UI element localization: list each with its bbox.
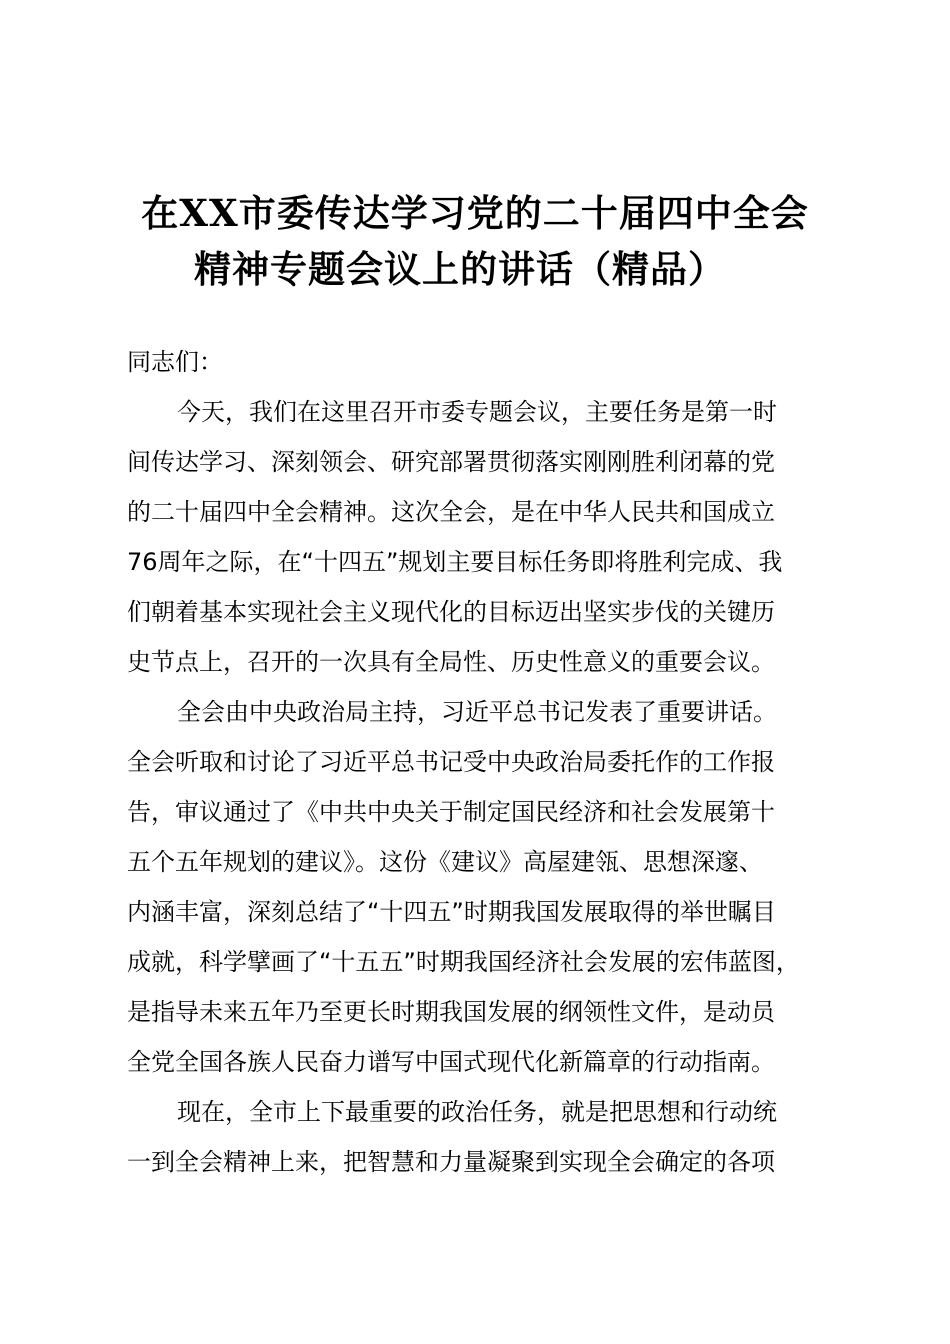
salutation: 同志们： [127,348,223,376]
body-line: 是指导未来五年乃至更长时期我国发展的纲领性文件，是动员 [127,998,775,1026]
body-line: 今天，我们在这里召开市委专题会议，主要任务是第一时 [177,398,777,426]
body-line: 史节点上，召开的一次具有全局性、历史性意义的重要会议。 [127,648,775,676]
body-line: 76周年之际，在“十四五”规划主要目标任务即将胜利完成、我 [127,548,783,576]
document-title-line-2: 精神专题会议上的讲话（精品） [194,247,726,291]
body-line: 全会听取和讨论了习近平总书记受中央政治局委托作的工作报 [127,748,775,776]
body-line: 告，审议通过了《中共中央关于制定国民经济和社会发展第十 [127,798,775,826]
body-line: 成就，科学擘画了“十五五”时期我国经济社会发展的宏伟蓝图， [127,948,800,976]
body-line: 内涵丰富，深刻总结了“十四五”时期我国发展取得的举世瞩目 [127,898,776,926]
body-line: 的二十届四中全会精神。这次全会，是在中华人民共和国成立 [127,498,775,526]
body-line: 五个五年规划的建议》。这份《建议》高屋建瓴、思想深邃、 [127,848,763,876]
body-lines [127,387,827,1187]
body-line: 一到全会精神上来，把智慧和力量凝聚到实现全会确定的各项 [127,1148,775,1176]
body-line: 全会由中央政治局主持，习近平总书记发表了重要讲话。 [177,698,777,726]
body-line: 全党全国各族人民奋力谱写中国式现代化新篇章的行动指南。 [127,1048,775,1076]
body-line: 现在，全市上下最重要的政治任务，就是把思想和行动统 [177,1098,777,1126]
document-title-line-1: 在XX市委传达学习党的二十届四中全会 [141,191,809,235]
document-body [127,337,827,1187]
body-line: 们朝着基本实现社会主义现代化的目标迈出坚实步伐的关键历 [127,598,775,626]
body-line: 间传达学习、深刻领会、研究部署贯彻落实刚刚胜利闭幕的党 [127,448,775,476]
